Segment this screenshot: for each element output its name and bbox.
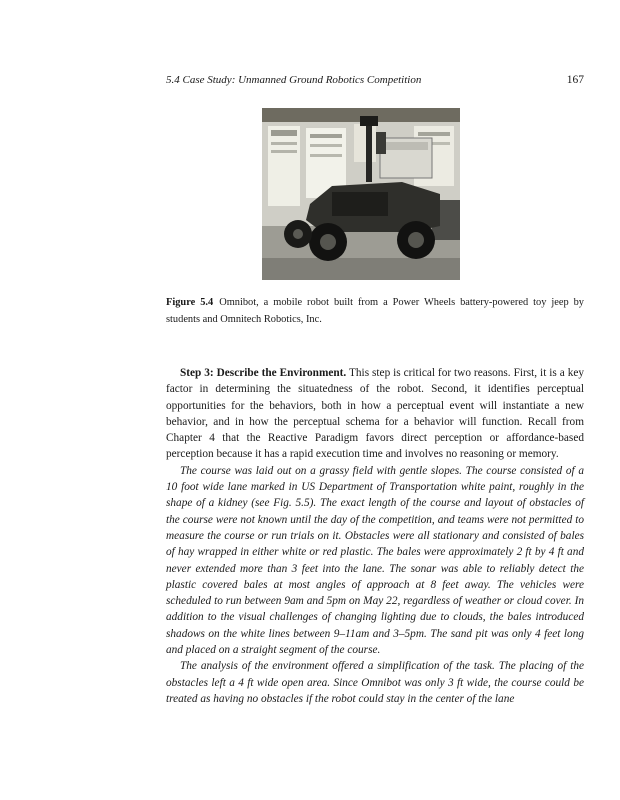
page-number: 167 (566, 74, 584, 86)
step-paragraph (166, 365, 584, 463)
step-heading: Step 3: Describe the Environment. (180, 367, 347, 379)
figure-caption (166, 295, 584, 328)
course-paragraph: The course was laid out on a grassy field with gentle slopes. The course consisted of a 10 foot wide lane marked in US Department of Transportation white paint, roughly in the shape of a kidney (see Fig. 5.5). The exact length of the course and layout of obstacles of the course were not known until the day of the competition, and teams were not permitted to measure the course or run trials on it. Obstacles were all stationary and consisted of bales of hay wrapped in either white or red plastic. The bales were approximately 2 ft by 4 ft and never extended more than 3 feet into the lane. The sonar was able to reliably detect the plastic covered bales at most angles of approach at 8 feet away. The vehicles were scheduled to run between 9am and 5pm on May 22, regardless of weather or cloud cover. In addition to the visual challenges of changing lighting due to clouds, the bales introduced shadows on the white lines between 9–11am and 3–5pm. The sand pit was only 4 feet long and placed on a straight segment of the course. (166, 464, 584, 657)
figure-caption-text: Omnibot, a mobile robot built from a Power Wheels battery-powered toy jeep by students and Omnitech Robotics, Inc. (166, 297, 584, 325)
step-text: This step is critical for two reasons. First, it is a key factor in determining the situatedness of the robot. Second, it identifies perceptual opportunities for the behaviors, both in how a perceptual event will instantiate a new behavior, and in how the perceptual schema for a behavior will function. Recall from Chapter 4 that the Reactive Paradigm favors direct perception or affordance-based perception because it has a rapid execution time and involves no reasoning or memory. (166, 367, 585, 461)
running-head (166, 74, 584, 88)
figure-label: Figure 5.4 (166, 297, 214, 308)
running-head-title: 5.4 Case Study: Unmanned Ground Robotics Competition (166, 74, 422, 86)
analysis-paragraph: The analysis of the environment offered a simplification of the task. The placing of the obstacles left a 4 ft wide open area. Since Omnibot was only 3 ft wide, the course could be treated as having no obstacles if the robot could stay in the center of the lane (166, 660, 584, 705)
figure-photo-omnibot (262, 108, 460, 280)
body-text (166, 365, 584, 707)
